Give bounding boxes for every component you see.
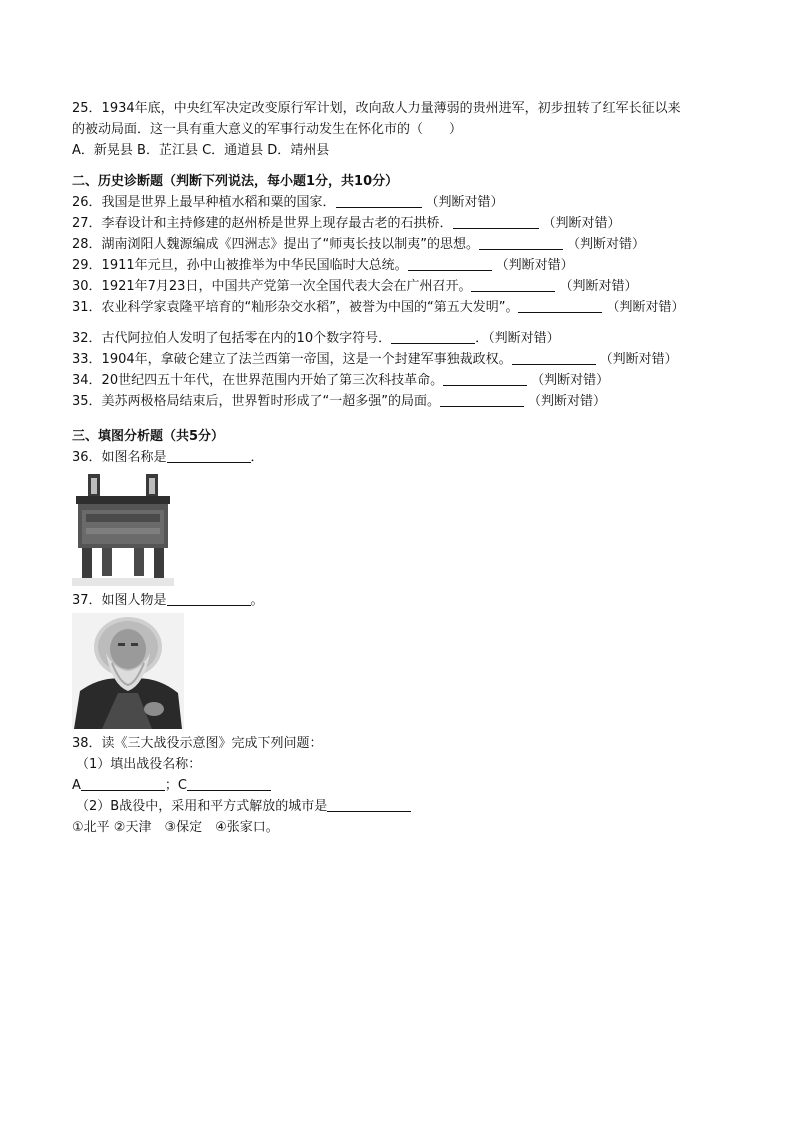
judge-label: （判断对错）: [495, 258, 574, 273]
answer-blank[interactable]: [327, 797, 411, 812]
question-33: [72, 349, 732, 370]
question-38-1-answers: [72, 775, 732, 796]
question-text: 28．湖南浏阳人魏源编成《四洲志》提出了“师夷长技以制夷”的思想。: [72, 237, 480, 252]
question-38-1: （1）填出战役名称：: [76, 757, 202, 772]
answer-blank-c[interactable]: [187, 776, 271, 791]
answer-blank[interactable]: [408, 256, 492, 271]
q25-line2: 的被动局面．这一具有重大意义的军事行动发生在怀化市的（ ）: [72, 122, 463, 137]
q25-line1: 25．1934年底，中央红军决定改变原行军计划，改向敌人力量薄弱的贵州进军，初步扭转了红军长征以来: [72, 101, 681, 116]
question-32: 32．古代阿拉伯人发明了包括零在内的10个数字符号． ．（判断对错）: [72, 331, 560, 346]
section2-title: 二、历史诊断题（判断下列说法，每小题1分，共10分）: [72, 174, 399, 189]
answer-blank[interactable]: [512, 350, 596, 365]
label-a: A: [72, 778, 81, 793]
question-27: [72, 213, 732, 234]
exam-page: [72, 98, 732, 838]
question-text: 37．如图人物是: [72, 593, 167, 608]
question-34: [72, 370, 732, 391]
answer-blank[interactable]: [479, 235, 563, 250]
question-text: 32．古代阿拉伯人发明了包括零在内的10个数字符号．: [72, 331, 392, 346]
judge-label: （判断对错）: [606, 300, 685, 315]
answer-blank[interactable]: [443, 371, 527, 386]
q25-options: A．新晃县 B．芷江县 C．通道县 D．靖州县: [72, 143, 330, 158]
question-text: 29．1911年元旦，孙中山被推举为中华民国临时大总统。: [72, 258, 408, 273]
answer-blank[interactable]: [440, 392, 524, 407]
question-36: 36．如图名称是 ．: [72, 450, 264, 465]
judge-label: （判断对错）: [599, 352, 678, 367]
question-38: 38．读《三大战役示意图》完成下列问题：: [72, 736, 323, 751]
question-text: 36．如图名称是: [72, 450, 167, 465]
question-38-2-options: ①北平 ②天津 ③保定 ④张家口。: [72, 820, 279, 835]
answer-blank[interactable]: [336, 193, 422, 208]
judge-label: （判断对错）: [567, 237, 646, 252]
question-31: [72, 297, 732, 318]
answer-blank[interactable]: [471, 277, 555, 292]
question-35: [72, 391, 732, 412]
question-text: 31．农业科学家袁隆平培育的“籼形杂交水稻”，被誉为中国的“第五大发明”。: [72, 300, 519, 315]
question-text: （2）B战役中，采用和平方式解放的城市是: [76, 799, 328, 814]
question-text: 34．20世纪四五十年代，在世界范围内开始了第三次科技革命。: [72, 373, 444, 388]
question-28: [72, 234, 732, 255]
question-text: 30．1921年7月23日，中国共产党第一次全国代表大会在广州召开。: [72, 279, 472, 294]
section3-title: 三、填图分析题（共5分）: [72, 429, 225, 444]
question-text: 35．美苏两极格局结束后，世界暂时形成了“一超多强”的局面。: [72, 394, 441, 409]
bronze-ding-image: [72, 470, 174, 586]
question-text: 27．李春设计和主持修建的赵州桥是世界上现存最古老的石拱桥．: [72, 216, 453, 231]
question-38-2: [72, 796, 732, 817]
answer-blank[interactable]: [518, 298, 602, 313]
judge-label: （判断对错）: [488, 331, 560, 346]
answer-blank-a[interactable]: [81, 776, 165, 791]
answer-blank[interactable]: [167, 448, 251, 463]
label-c: ；C: [164, 778, 187, 793]
judge-label: （判断对错）: [542, 216, 621, 231]
question-text: 26．我国是世界上最早种植水稻和粟的国家．: [72, 195, 336, 210]
answer-blank[interactable]: [167, 591, 251, 606]
answer-blank[interactable]: [453, 214, 539, 229]
question-30: [72, 276, 732, 297]
portrait-image: [72, 613, 184, 729]
judge-label: （判断对错）: [528, 394, 607, 409]
judge-label: （判断对错）: [559, 279, 638, 294]
question-26: [72, 192, 732, 213]
judge-label: （判断对错）: [531, 373, 610, 388]
judge-label: （判断对错）: [425, 195, 504, 210]
question-37: 37．如图人物是 。: [72, 593, 264, 608]
question-text: 33．1904年，拿破仑建立了法兰西第一帝国，这是一个封建军事独裁政权。: [72, 352, 512, 367]
answer-blank[interactable]: [391, 329, 475, 344]
question-29: [72, 255, 732, 276]
